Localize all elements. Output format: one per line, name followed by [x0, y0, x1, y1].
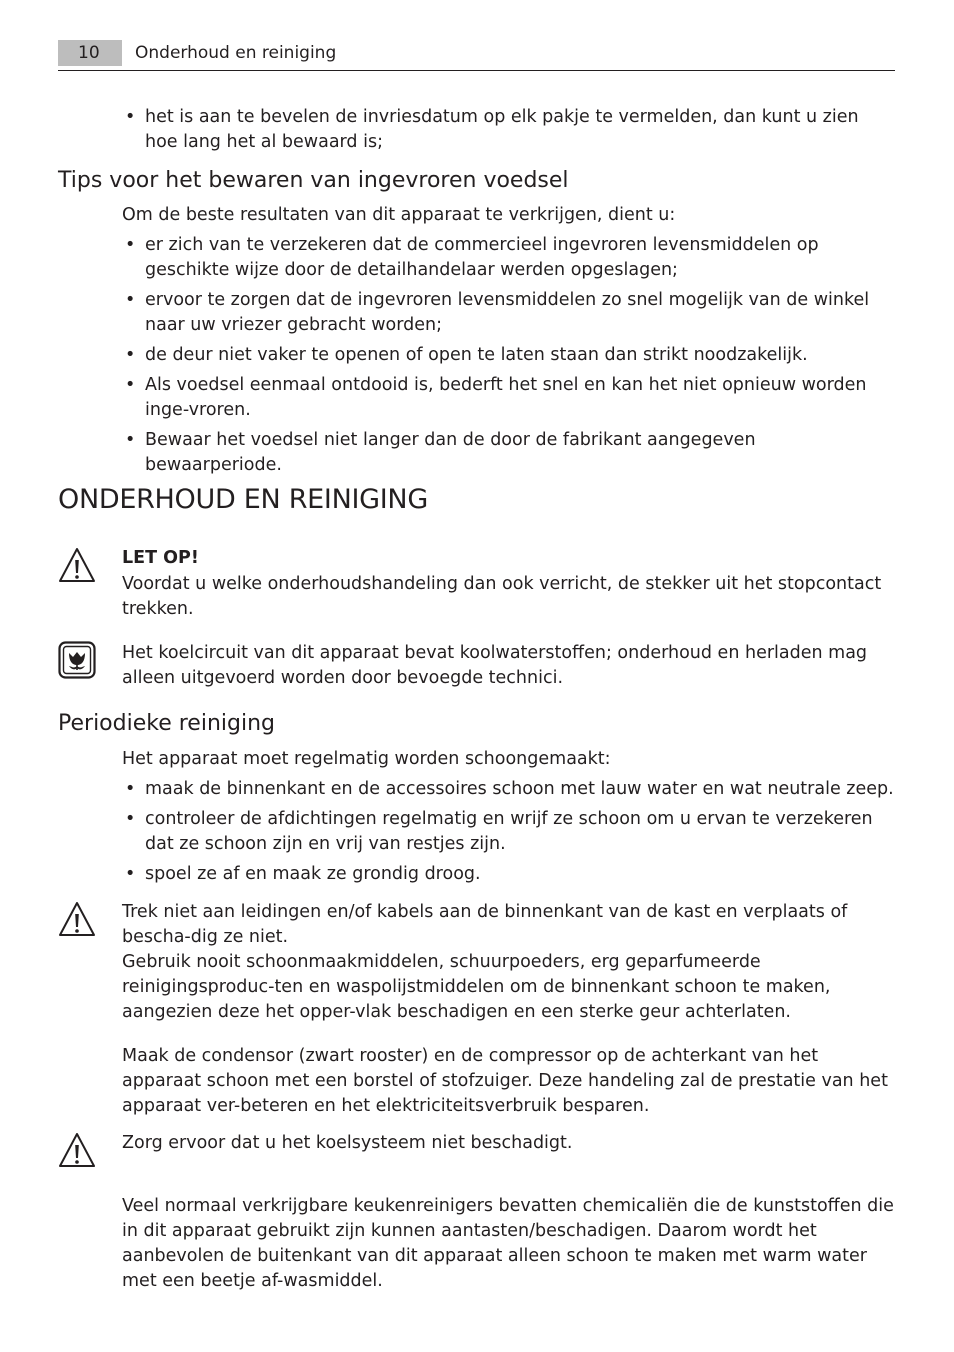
- tips-heading: Tips voor het bewaren van ingevroren voedsel: [58, 168, 569, 193]
- list-item-text: Bewaar het voedsel niet langer dan de door de fabrikant aangegeven bewaarperiode.: [145, 430, 756, 475]
- bullet-symbol: •: [125, 430, 136, 450]
- closing-text: Veel normaal verkrijgbare keukenreinigers bevatten chemicaliën die de kunststoffen die in dit apparaat gebruikt zijn kunnen aantasten/beschadigen. Daarom wordt het aanbevolen de buitenkant van dit apparaat alleen schoon te maken met warm water met een beetje af-wasmiddel.: [122, 1196, 894, 1291]
- list-item-text: ervoor te zorgen dat de ingevroren levensmiddelen zo snel mogelijk van de winkel naar uw vriezer gebracht worden;: [145, 290, 870, 335]
- list-item-text: controleer de afdichtingen regelmatig en wrijf ze schoon om u ervan te verzekeren dat ze schoon zijn en vrij van restjes zijn.: [145, 809, 873, 854]
- condensor-text: Maak de condensor (zwart rooster) en de compressor op de achterkant van het apparaat schoon met een borstel of stofzuiger. Deze handeling zal de prestatie van het apparaat ver-beteren en het elektriciteitsverbruik besparen.: [122, 1046, 888, 1116]
- tips-intro: Om de beste resultaten van dit apparaat te verkrijgen, dient u:: [122, 205, 676, 225]
- bullet-symbol: •: [125, 107, 136, 127]
- header-divider: [58, 70, 895, 71]
- list-item-text: de deur niet vaker te openen of open te laten staan dan strikt noodzakelijk.: [145, 345, 808, 365]
- list-item-text: Als voedsel eenmaal ontdooid is, bederft het snel en kan het niet opnieuw worden inge-vroren.: [145, 375, 867, 420]
- bullet-symbol: •: [125, 290, 136, 310]
- warning-triangle-icon: [58, 1131, 96, 1169]
- warning-label: LET OP!: [122, 548, 199, 568]
- warning-cables-text: Trek niet aan leidingen en/of kabels aan de binnenkant van de kast en verplaats of bescha-dig ze niet.: [122, 902, 848, 947]
- list-item: [122, 373, 894, 423]
- warning-cooling-system-text: Zorg ervoor dat u het koelsysteem niet beschadigt.: [122, 1133, 573, 1153]
- list-item: [122, 807, 894, 857]
- running-header-title: Onderhoud en reiniging: [135, 43, 337, 63]
- list-item: [122, 862, 894, 887]
- list-item: [122, 233, 894, 283]
- environment-text: Het koelcircuit van dit apparaat bevat koolwaterstoffen; onderhoud en herladen mag alleen uitgevoerd worden door bevoegde technici.: [122, 643, 868, 688]
- list-item: [122, 105, 894, 155]
- section-heading: ONDERHOUD EN REINIGING: [58, 484, 428, 515]
- bullet-symbol: •: [125, 235, 136, 255]
- bullet-symbol: •: [125, 779, 136, 799]
- list-item-text: maak de binnenkant en de accessoires schoon met lauw water en wat neutrale zeep.: [145, 779, 894, 799]
- list-item: [122, 777, 894, 802]
- list-item: [122, 343, 894, 368]
- list-item-text: spoel ze af en maak ze grondig droog.: [145, 864, 481, 884]
- warning-triangle-icon: [58, 900, 96, 938]
- list-item: [122, 428, 894, 478]
- periodic-intro: Het apparaat moet regelmatig worden schoongemaakt:: [122, 749, 611, 769]
- warning-triangle-icon: [58, 546, 96, 584]
- periodic-heading: Periodieke reiniging: [58, 711, 275, 736]
- warning-text: Voordat u welke onderhoudshandeling dan ook verricht, de stekker uit het stopcontact trekken.: [122, 574, 882, 619]
- warning-cleaners-text: Gebruik nooit schoonmaakmiddelen, schuurpoeders, erg geparfumeerde reinigingsproduc-ten en waspolijstmiddelen om de binnenkant schoon te maken, aangezien deze het opper-vlak beschadigen en een sterke geur achterlaten.: [122, 952, 831, 1022]
- bullet-symbol: •: [125, 809, 136, 829]
- list-item: [122, 288, 894, 338]
- bullet-symbol: •: [125, 345, 136, 365]
- bullet-symbol: •: [125, 375, 136, 395]
- list-item-text: er zich van te verzekeren dat de commercieel ingevroren levensmiddelen op geschikte wijze door de detailhandelaar werden opgeslagen;: [145, 235, 819, 280]
- list-item-text: het is aan te bevelen de invriesdatum op elk pakje te vermelden, dan kunt u zien hoe lang het al bewaard is;: [145, 107, 859, 152]
- bullet-symbol: •: [125, 864, 136, 884]
- page-number: 10: [58, 40, 122, 66]
- environment-flower-icon: [58, 641, 96, 679]
